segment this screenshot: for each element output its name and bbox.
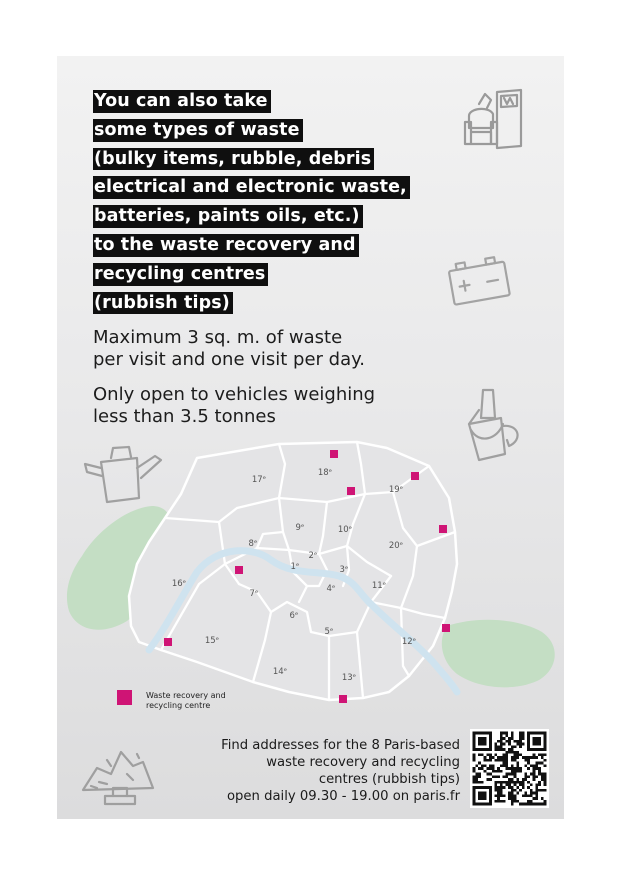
headline-line: some types of waste [93, 119, 410, 142]
arrondissement-label: 5ᵉ [324, 627, 334, 637]
arrondissement-label: 19ᵉ [388, 485, 404, 495]
recycling-centre-marker [164, 638, 172, 646]
recycling-centre-marker [347, 487, 355, 495]
recycling-centre-marker [439, 525, 447, 533]
arrondissement-label: 18ᵉ [317, 468, 333, 478]
arrondissement-label: 15ᵉ [204, 636, 220, 646]
legend-marker [117, 690, 132, 705]
arrondissement-label: 3ᵉ [339, 565, 349, 575]
battery-icon [443, 251, 517, 312]
arrondissement-label: 9ᵉ [295, 523, 305, 533]
qr-code-icon[interactable] [470, 729, 549, 808]
recycling-centre-marker [442, 624, 450, 632]
arrondissement-label: 20ᵉ [388, 541, 404, 551]
arrondissement-label: 6ᵉ [289, 611, 299, 621]
headline-line: You can also take [93, 90, 410, 113]
headline [93, 90, 410, 320]
arrondissement-label: 13ᵉ [341, 673, 357, 683]
arrondissement-label: 10ᵉ [337, 525, 353, 535]
limit-text: Maximum 3 sq. m. of waste per visit and one visit per day. [93, 327, 365, 370]
arrondissement-label: 16ᵉ [171, 579, 187, 589]
arrondissement-label: 8ᵉ [248, 539, 258, 549]
arrondissement-label: 11ᵉ [371, 581, 387, 591]
arrondissement-label: 7ᵉ [249, 589, 259, 599]
footer-text: Find addresses for the 8 Paris-based waste recovery and recycling centres (rubbish tips) open daily 09.30 - 19.00 on paris.fr [221, 738, 460, 804]
legend-label: Waste recovery and recycling centre [146, 691, 226, 710]
arrondissement-label: 14ᵉ [272, 667, 288, 677]
arrondissement-label: 4ᵉ [326, 584, 336, 594]
arrondissement-label: 1ᵉ [290, 562, 300, 572]
recycling-centre-marker [339, 695, 347, 703]
headline-line: (rubbish tips) [93, 292, 410, 315]
headline-line: batteries, paints oils, etc.) [93, 205, 410, 228]
furniture-icon [459, 86, 531, 158]
vehicle-text: Only open to vehicles weighing less than 3.5 tonnes [93, 384, 376, 427]
recycling-centre-marker [330, 450, 338, 458]
bois-de-vincennes [442, 620, 555, 688]
arrondissement-label: 12ᵉ [401, 637, 417, 647]
paris-map [57, 436, 564, 726]
poster [57, 56, 564, 819]
headline-line: recycling centres [93, 263, 410, 286]
headline-line: (bulky items, rubble, debris [93, 148, 410, 171]
arrondissement-label: 2ᵉ [308, 551, 318, 561]
recycling-centre-marker [411, 472, 419, 480]
arrondissement-label: 17ᵉ [251, 475, 267, 485]
rubble-icon [77, 744, 159, 806]
headline-line: to the waste recovery and [93, 234, 410, 257]
headline-line: electrical and electronic waste, [93, 176, 410, 199]
recycling-centre-marker [235, 566, 243, 574]
